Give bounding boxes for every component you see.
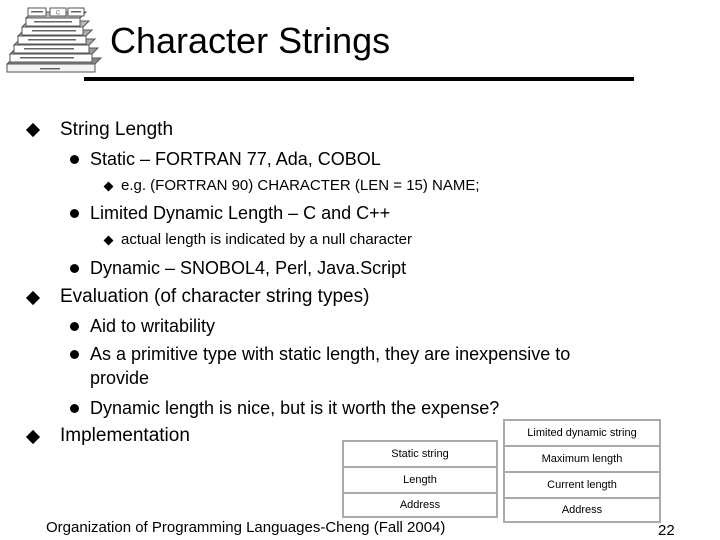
bullet-l2-primitive-type: As a primitive type with static length, they are inexpensive to — [90, 344, 571, 364]
dot-bullet-icon — [70, 155, 79, 164]
dot-bullet-icon — [70, 264, 79, 273]
bullet-l1-string-length: String Length — [60, 119, 174, 140]
diamond-bullet-icon — [26, 291, 40, 305]
dot-bullet-icon — [70, 350, 79, 359]
layered-stack-logo — [4, 2, 104, 74]
slide-title: Character Strings — [110, 20, 391, 61]
bullet-l3-fortran-example: e.g. (FORTRAN 90) CHARACTER (LEN = 15) NAME; — [121, 177, 480, 194]
bullet-l2-dynamic: Dynamic – SNOBOL4, Perl, Java.Script — [90, 258, 407, 278]
static-table-length-cell: Length — [343, 467, 497, 493]
bullet-l2-dynamic-length-cost: Dynamic length is nice, but is it worth the expense? — [90, 398, 500, 418]
dot-bullet-icon — [70, 404, 79, 413]
diamond-bullet-icon — [26, 430, 40, 444]
title-underline — [84, 77, 634, 81]
static-table-header: Static string — [343, 441, 497, 467]
bullet-l2-writability: Aid to writability — [90, 316, 216, 336]
bullet-l2-static: Static – FORTRAN 77, Ada, COBOL — [90, 149, 381, 169]
dynamic-table-max-length-cell: Maximum length — [504, 446, 660, 472]
diamond-bullet-icon — [26, 123, 40, 137]
static-string-descriptor-table — [342, 440, 498, 518]
bullet-l3-null-character: actual length is indicated by a null character — [121, 231, 413, 248]
diamond-bullet-icon — [104, 236, 114, 246]
dynamic-table-header: Limited dynamic string — [504, 420, 660, 446]
slide-footer: Organization of Programming Languages-Cheng (Fall 2004) — [46, 519, 446, 536]
bullet-l1-implementation: Implementation — [60, 425, 190, 446]
bullet-l2-primitive-type-continuation: provide — [90, 368, 150, 388]
diamond-bullet-icon — [104, 182, 114, 192]
dot-bullet-icon — [70, 322, 79, 331]
dot-bullet-icon — [70, 209, 79, 218]
logo-c-label: C — [55, 10, 61, 17]
page-number: 22 — [658, 522, 675, 539]
limited-dynamic-string-descriptor-table — [503, 419, 661, 523]
dynamic-table-current-length-cell: Current length — [504, 472, 660, 498]
static-table-address-cell: Address — [343, 493, 497, 517]
dynamic-table-address-cell: Address — [504, 498, 660, 522]
bullet-l1-evaluation: Evaluation (of character string types) — [60, 286, 370, 307]
bullet-l2-limited-dynamic: Limited Dynamic Length – C and C++ — [90, 203, 391, 223]
